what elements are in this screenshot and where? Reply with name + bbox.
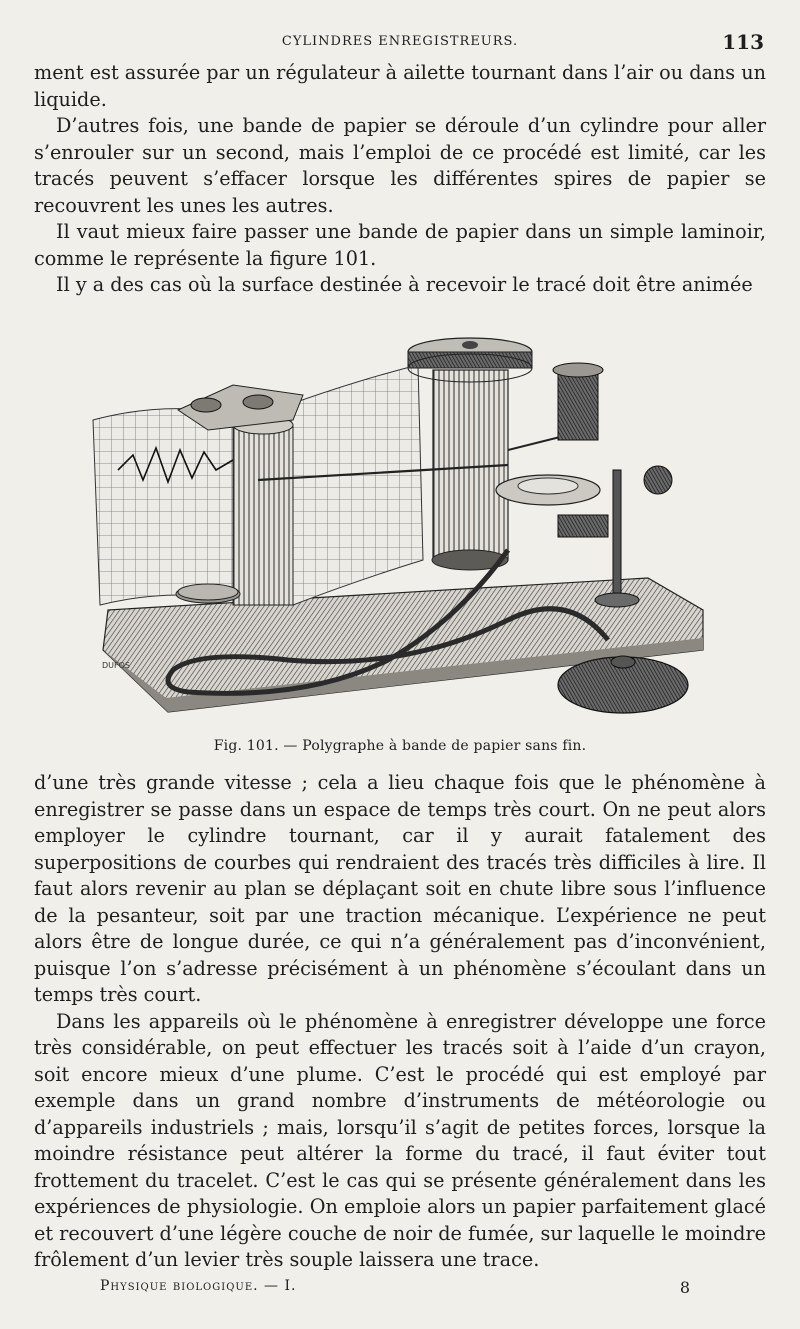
paragraph: D’autres fois, une bande de papier se déroule d’un cylindre pour aller s’enrouler sur un second, mais l’emploi de ce procédé est limité, car les tracés peuvent s’effacer lorsque les différentes spires de papier se recouvrent les unes les autres. (34, 114, 766, 217)
signature-mark: 8 (679, 1278, 690, 1297)
figure-caption: Fig. 101. — Polygraphe à bande de papier sans fin. (213, 738, 587, 754)
page-footer (100, 1278, 690, 1302)
page-number: 113 (722, 30, 764, 54)
figure-illustration (88, 320, 718, 720)
paragraph-continued: ment est assurée par un régulateur à ailette tournant dans l’air ou dans un liquide. (34, 61, 766, 111)
running-head (30, 30, 770, 56)
paragraph: Il y a des cas où la surface destinée à recevoir le tracé doit être animée (56, 273, 753, 296)
engraver-signature: DUFOS (102, 661, 130, 670)
bottom-text-block (34, 770, 766, 1274)
running-title: CYLINDRES ENREGISTREURS. (281, 34, 519, 49)
polygraph-engraving (88, 320, 718, 720)
top-text-block (34, 60, 766, 299)
paragraph: Dans les appareils où le phénomène à enregistrer développe une force très considérable, on peut effectuer les tracés soit à l’aide d’un crayon, soit encore mieux d’une plume. C’est le procédé qui est employé par exemple dans un grand nombre d’instruments de météorologie ou d’appareils industriels ; mais, lorsqu’il s’agit de petites forces, lorsque la moindre résistance peut altérer la forme du tracé, il faut éviter tout frottement du tracelet. C’est le cas qui se présente généralement dans les expériences de physiologie. On emploie alors un papier parfaitement glacé et recouvert d’une légère couche de noir de fumée, sur laquelle le moindre frôlement d’un levier très souple laissera une trace. (34, 1009, 766, 1271)
paragraph: Il vaut mieux faire passer une bande de papier dans un simple laminoir, comme le représente la figure 101. (34, 220, 766, 270)
book-title-footer: Physique biologique. — I. (100, 1278, 297, 1294)
paragraph-continued: d’une très grande vitesse ; cela a lieu chaque fois que le phénomène à enregistrer se passe dans un espace de temps très court. On ne peut alors employer le cylindre tournant, car il y aurait fatalement des superpositions de courbes qui rendraient des tracés très difficiles à lire. Il faut alors revenir au plan se déplaçant soit en chute libre sous l’influence de la pesanteur, soit par une traction mécanique. L’expérience ne peut alors être de longue durée, ce qui n’a généralement pas d’inconvénient, puisque l’on s’adresse précisément à un phénomène s’écoulant dans un temps très court. (34, 771, 766, 1006)
